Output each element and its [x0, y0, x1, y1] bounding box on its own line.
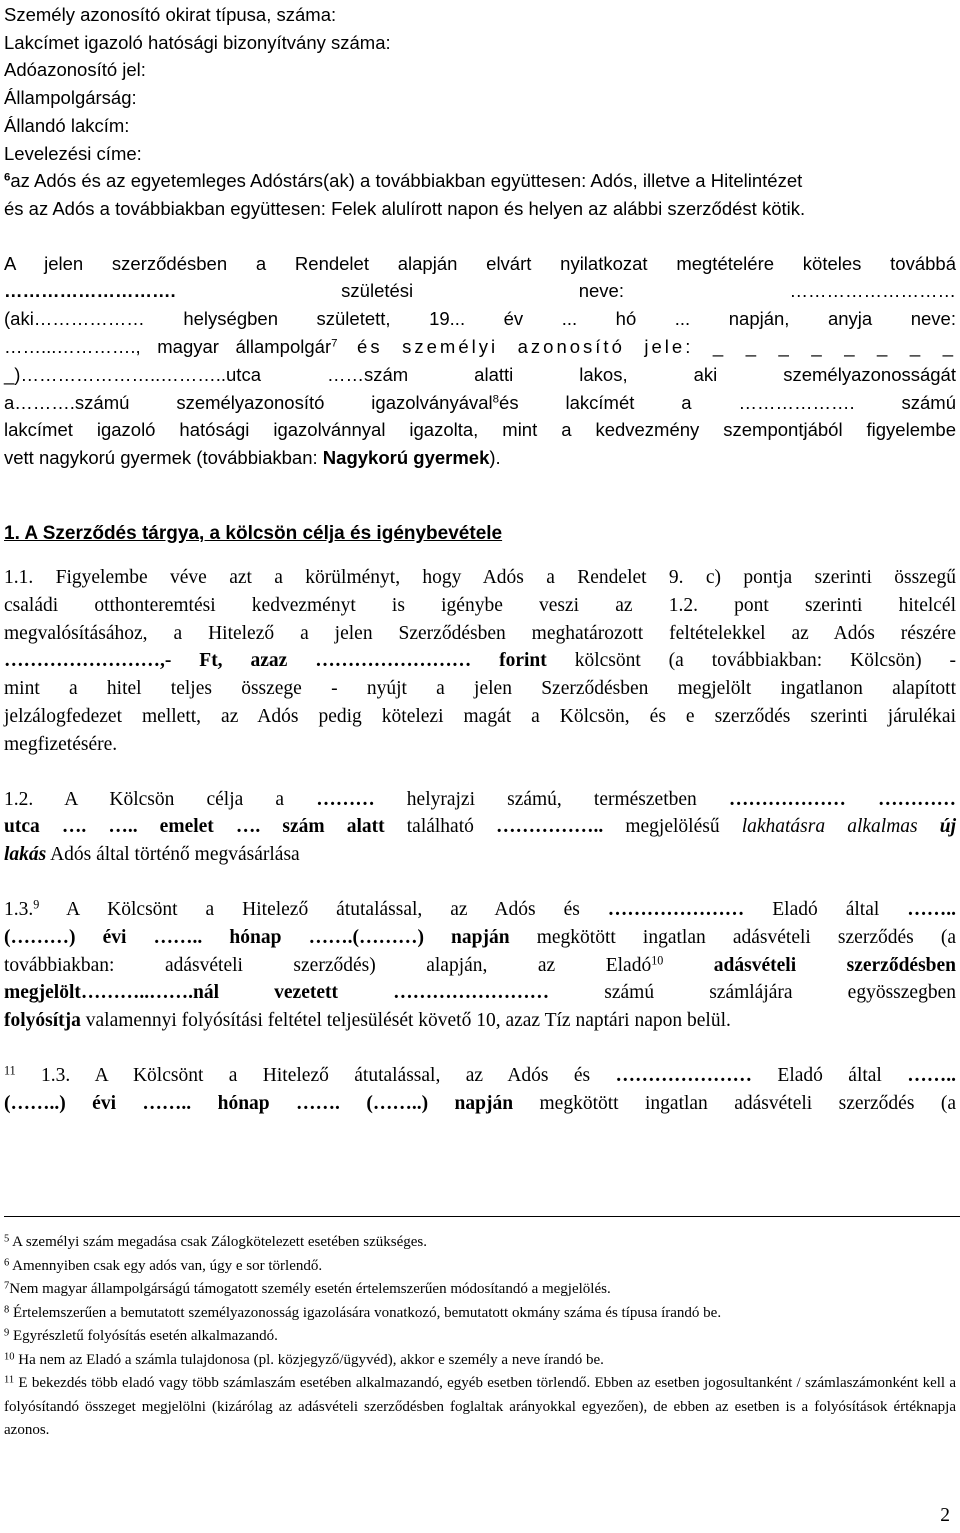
para-a-line-8: vett nagykorú gyermek (továbbiakban: Nagykorú gyermek). [4, 447, 501, 469]
para-a-line-1: A jelen szerződésben a Rendelet alapján elvárt nyilatkozat megtételére köteles továbbá [4, 252, 956, 274]
field-tax-id: Adóazonosító jel: [4, 59, 146, 81]
para-12-line-2: utca …. ….. emelet …. szám alatt található …………….. megjelölésű lakhatásra alkalmas új [4, 816, 956, 838]
header-fields [4, 0, 956, 223]
para-13a-line-1: 1.3.$^9$ A Kölcsönt a Hitelező átutalással, az Adós és ………………… Eladó által …….. [4, 897, 956, 920]
para-13a-line-5: folyósítja valamennyi folyósítási feltétel teljesülését követő 10, azaz Tíz naptári napon belül. [4, 1010, 731, 1032]
field-address-certificate: Lakcímet igazoló hatósági bizonyítvány száma: [4, 31, 391, 53]
para-a-line-5: _)…………………..………..utca ……szám alatti lakos, aki személyazonosságát [4, 363, 956, 385]
intro-line-2: és az Adós a továbbiakban együttesen: Felek alulírott napon és helyen az alábbi szerződést kötik. [4, 197, 806, 219]
para-11-line-5: mint a hitel teljes összege - nyújt a jelen Szerződésben megjelölt ingatlanon alapított [4, 678, 956, 700]
footnote-9: $^9$ Egyrészletű folyósítás esetén alkalmazandó. [4, 1327, 278, 1344]
footnote-7: $^7$Nem magyar állampolgárságú támogatott személy esetén értelemszerűen módosítandó a megjelölés. [4, 1280, 611, 1297]
para-13b-line-1: $^{11}$ 1.3. A Kölcsönt a Hitelező átutalással, az Adós és ………………… Eladó által …….. [4, 1063, 956, 1086]
para-12-line-3: lakás Adós által történő megvásárlása [4, 844, 300, 866]
para-13a-line-4: megjelölt………..…….nál vezetett …………………… számú számlájára egyösszegben [4, 982, 956, 1004]
para-a-line-4: ……...…………., magyar állampolgár$^7$ és személyi azonosító jele: _ _ _ _ _ _ _ _ [4, 336, 956, 358]
footnote-11: $^{11}$ E bekezdés több eladó vagy több számlaszám esetében alkalmazandó, egyéb esetben törlendő. Ebben az esetben jogosultanként / számlaszámonként kell a folyósítandó összeget megjelölni (kizárólag az adásvételi szerződésben foglaltak arányokkal egyezően), de ebben az esetben is a folyósítások értéknapja azonos. [4, 1374, 956, 1438]
footnote-8: $^8$ Értelemszerűen a bemutatott személyazonosság igazolására vonatkozó, bemutatott okmány száma és típusa írandó be. [4, 1303, 722, 1321]
field-mailing-address: Levelezési címe: [4, 142, 142, 164]
footnote-6: $^6$ Amennyiben csak egy adós van, úgy e sor törlendő. [4, 1256, 323, 1274]
paragraph-1-3-multiple [4, 1062, 956, 1118]
para-a-line-3: (aki……………… helységben született, 19... év ... hó ... napján, anyja neve: [4, 308, 956, 330]
para-a-line-6: a……….számú személyazonosító igazolványával$^8$és lakcímét a ………………. számú [4, 391, 956, 413]
field-citizenship: Állampolgárság: [4, 87, 137, 109]
paragraph-1-3-single [4, 896, 956, 1035]
para-11-line-3: megvalósításához, a Hitelező a jelen Szerződésben meghatározott feltételekkel az Adós részére [4, 622, 956, 644]
para-11-line-7: megfizetésére. [4, 733, 118, 755]
paragraph-1-2 [4, 786, 956, 869]
footnote-ref-7: 7 [331, 337, 338, 350]
para-13b-line-2: (……..) évi …….. hónap ……. (……..) napján megkötött ingatlan adásvételi szerződés (a [4, 1092, 956, 1114]
para-a-line-2: ………………………. születési neve: ……………………… [4, 280, 956, 302]
para-11-line-1: 1.1. Figyelembe véve azt a körülményt, hogy Adós a Rendelet 9. c) pontja szerinti összegű [4, 567, 956, 588]
footnote-ref-9: 9 [33, 897, 40, 912]
footnote-separator [4, 1216, 960, 1217]
page-number: 2 [940, 1505, 950, 1526]
footnotes [4, 1231, 956, 1443]
paragraph-adult-child [4, 250, 956, 472]
field-id-document: Személy azonosító okirat típusa, száma: [4, 4, 337, 25]
para-11-line-6: jelzálogfedezet mellett, az Adós pedig kötelezi magát a Kölcsön, és e szerződés szerinti járulékai [4, 705, 956, 727]
defined-term-adult-child: Nagykorú gyermek [322, 447, 490, 469]
section-1-heading: 1. A Szerződés tárgya, a kölcsön célja és igénybevétele [4, 523, 503, 544]
footnote-5: $^5$ A személyi szám megadása csak Zálogkötelezett esetében szükséges. [4, 1233, 428, 1250]
footnote-ref-6: 6 [4, 171, 11, 184]
footnote-ref-11: 11 [4, 1063, 16, 1078]
footnote-ref-10: 10 [651, 952, 664, 967]
footnote-ref-8: 8 [492, 393, 500, 406]
para-13a-line-2: (………) évi …….. hónap …….(………) napján megkötött ingatlan adásvételi szerződés (a [4, 926, 956, 948]
paragraph-1-1 [4, 564, 956, 759]
footnote-10: $^{10}$ Ha nem az Eladó a számla tulajdonosa (pl. közjegyző/ügyvéd), akkor e személy a neve írandó be. [4, 1350, 604, 1368]
para-a-line-7: lakcímet igazoló hatósági igazolvánnyal igazolta, mint a kedvezmény szempontjából figyelembe [4, 419, 956, 441]
para-11-line-2: családi otthonteremtési kedvezményt is igénybe veszi az 1.2. pont szerinti hitelcél [4, 594, 956, 616]
para-12-line-1: 1.2. A Kölcsön célja a ……… helyrajzi számú, természetben ……………… ………… [4, 788, 956, 810]
intro-line-1: $^6$az Adós és az egyetemleges Adóstárs(ak) a továbbiakban együttesen: Adós, illetve a Hitelintézet [4, 170, 803, 192]
para-13a-line-3: továbbiakban: adásvételi szerződés) alapján, az Eladó$^{10}$ adásvételi szerződésben [4, 952, 957, 976]
document-page [4, 0, 957, 1526]
para-11-line-4: ……………………,- Ft, azaz …………………… forint kölcsönt (a továbbiakban: Kölcsön) - [4, 650, 957, 672]
field-permanent-address: Állandó lakcím: [4, 114, 130, 136]
